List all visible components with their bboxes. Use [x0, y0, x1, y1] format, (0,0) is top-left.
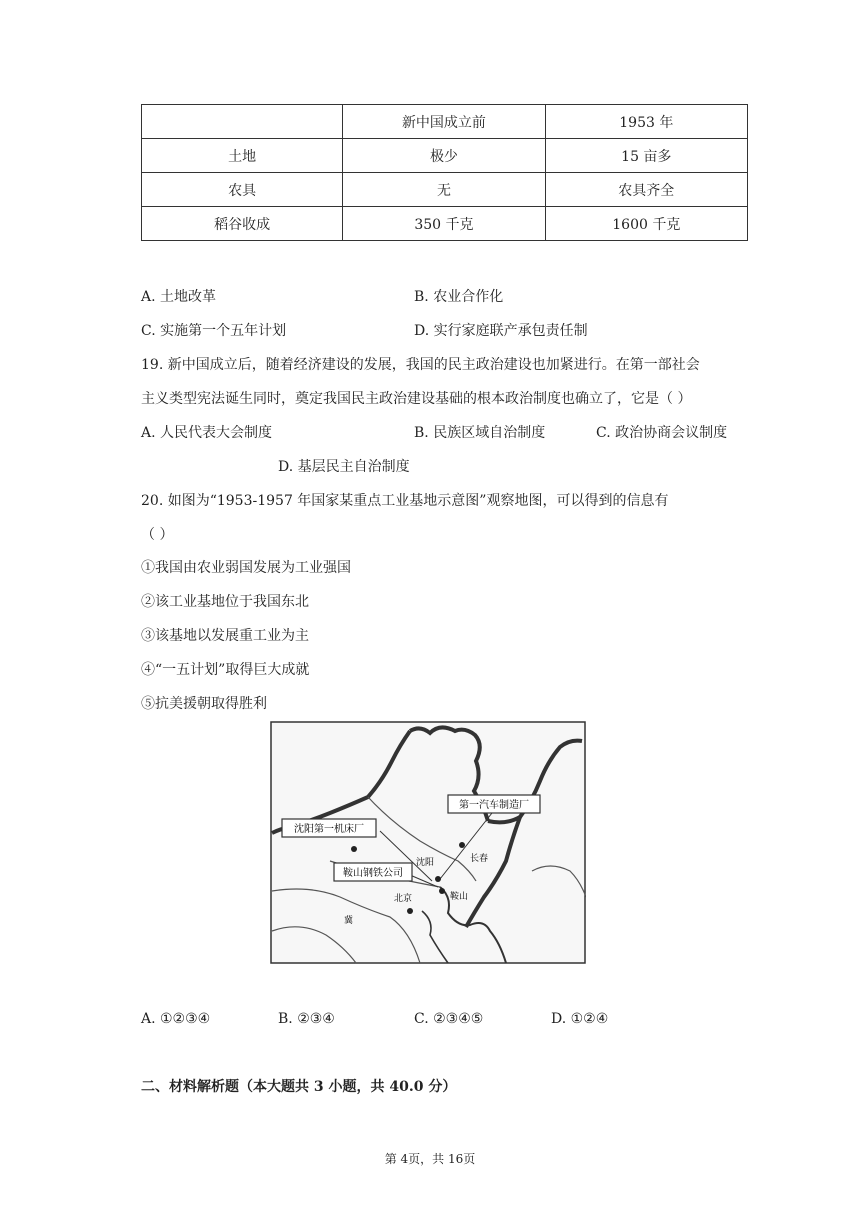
table-cell: 15 亩多	[545, 139, 747, 173]
table-row	[142, 173, 748, 207]
map-label-anshan: 鞍山	[450, 892, 469, 902]
table-header-cell: 新中国成立前	[343, 105, 545, 139]
map-frame	[271, 722, 585, 963]
table-cell: 350 千克	[343, 207, 545, 241]
table-cell: 无	[343, 173, 545, 207]
map-label-anshan-steel: 鞍山钢铁公司	[343, 868, 403, 879]
changchun-dot	[459, 842, 465, 848]
table-header-cell: 1953 年	[545, 105, 747, 139]
q19-option-b: B. 民族区域自治制度	[414, 425, 546, 441]
section-heading: 二、材料解析题（本大题共 3 小题，共 40.0 分）	[141, 1079, 457, 1095]
map-label-changchun: 长春	[470, 854, 489, 864]
table-row	[142, 139, 748, 173]
map-label-region: 冀	[344, 916, 354, 926]
q20-option-a: A. ①②③④	[141, 1011, 211, 1027]
table-cell: 土地	[142, 139, 343, 173]
q20-item: ⑤抗美援朝取得胜利	[141, 696, 267, 712]
beijing-dot	[407, 908, 413, 914]
q19-option-d: D. 基层民主自治制度	[278, 459, 410, 475]
industrial-base-map	[270, 721, 586, 964]
table-header-cell	[142, 105, 343, 139]
page-footer: 第 4页，共 16页	[384, 1152, 476, 1166]
map-city-dot	[351, 846, 357, 852]
q20-item: ④“一五计划”取得巨大成就	[141, 662, 310, 678]
q20-option-c: C. ②③④⑤	[414, 1011, 484, 1027]
q20-option-d: D. ①②④	[551, 1011, 609, 1027]
q20-item: ①我国由农业弱国发展为工业强国	[141, 560, 351, 576]
q19-option-a: A. 人民代表大会制度	[141, 425, 273, 441]
q19-option-c: C. 政治协商会议制度	[596, 425, 728, 441]
q20-option-b: B. ②③④	[278, 1011, 335, 1027]
anshan-dot	[439, 888, 445, 894]
table-cell: 1600 千克	[545, 207, 747, 241]
table-header-row	[142, 105, 748, 139]
map-label-beijing: 北京	[394, 894, 413, 904]
q20-item: ②该工业基地位于我国东北	[141, 594, 309, 610]
q18-option-d: D. 实行家庭联产承包责任制	[414, 323, 588, 339]
q20-stem-line2: （ ）	[141, 527, 174, 543]
map-label-shenyang: 沈阳	[416, 858, 435, 868]
map-label-auto-factory: 第一汽车制造厂	[459, 800, 529, 811]
table-cell: 极少	[343, 139, 545, 173]
q18-option-a: A. 土地改革	[141, 289, 217, 305]
shenyang-dot	[435, 876, 441, 882]
q20-stem-line1: 20. 如图为“1953-1957 年国家某重点工业基地示意图”观察地图，可以得到的信息有	[141, 493, 669, 509]
q18-option-c: C. 实施第一个五年计划	[141, 323, 287, 339]
table-cell: 稻谷收成	[142, 207, 343, 241]
q19-stem-line1: 19. 新中国成立后，随着经济建设的发展，我国的民主政治建设也加紧进行。在第一部社会	[141, 357, 700, 373]
q18-option-b: B. 农业合作化	[414, 289, 504, 305]
table-cell: 农具	[142, 173, 343, 207]
table-cell: 农具齐全	[545, 173, 747, 207]
table-row	[142, 207, 748, 241]
comparison-table	[141, 104, 748, 241]
q19-stem-line2: 主义类型宪法诞生同时，奠定我国民主政治建设基础的根本政治制度也确立了，它是（ ）	[141, 391, 692, 407]
q20-item: ③该基地以发展重工业为主	[141, 628, 309, 644]
map-label-machine-tool: 沈阳第一机床厂	[294, 824, 364, 835]
